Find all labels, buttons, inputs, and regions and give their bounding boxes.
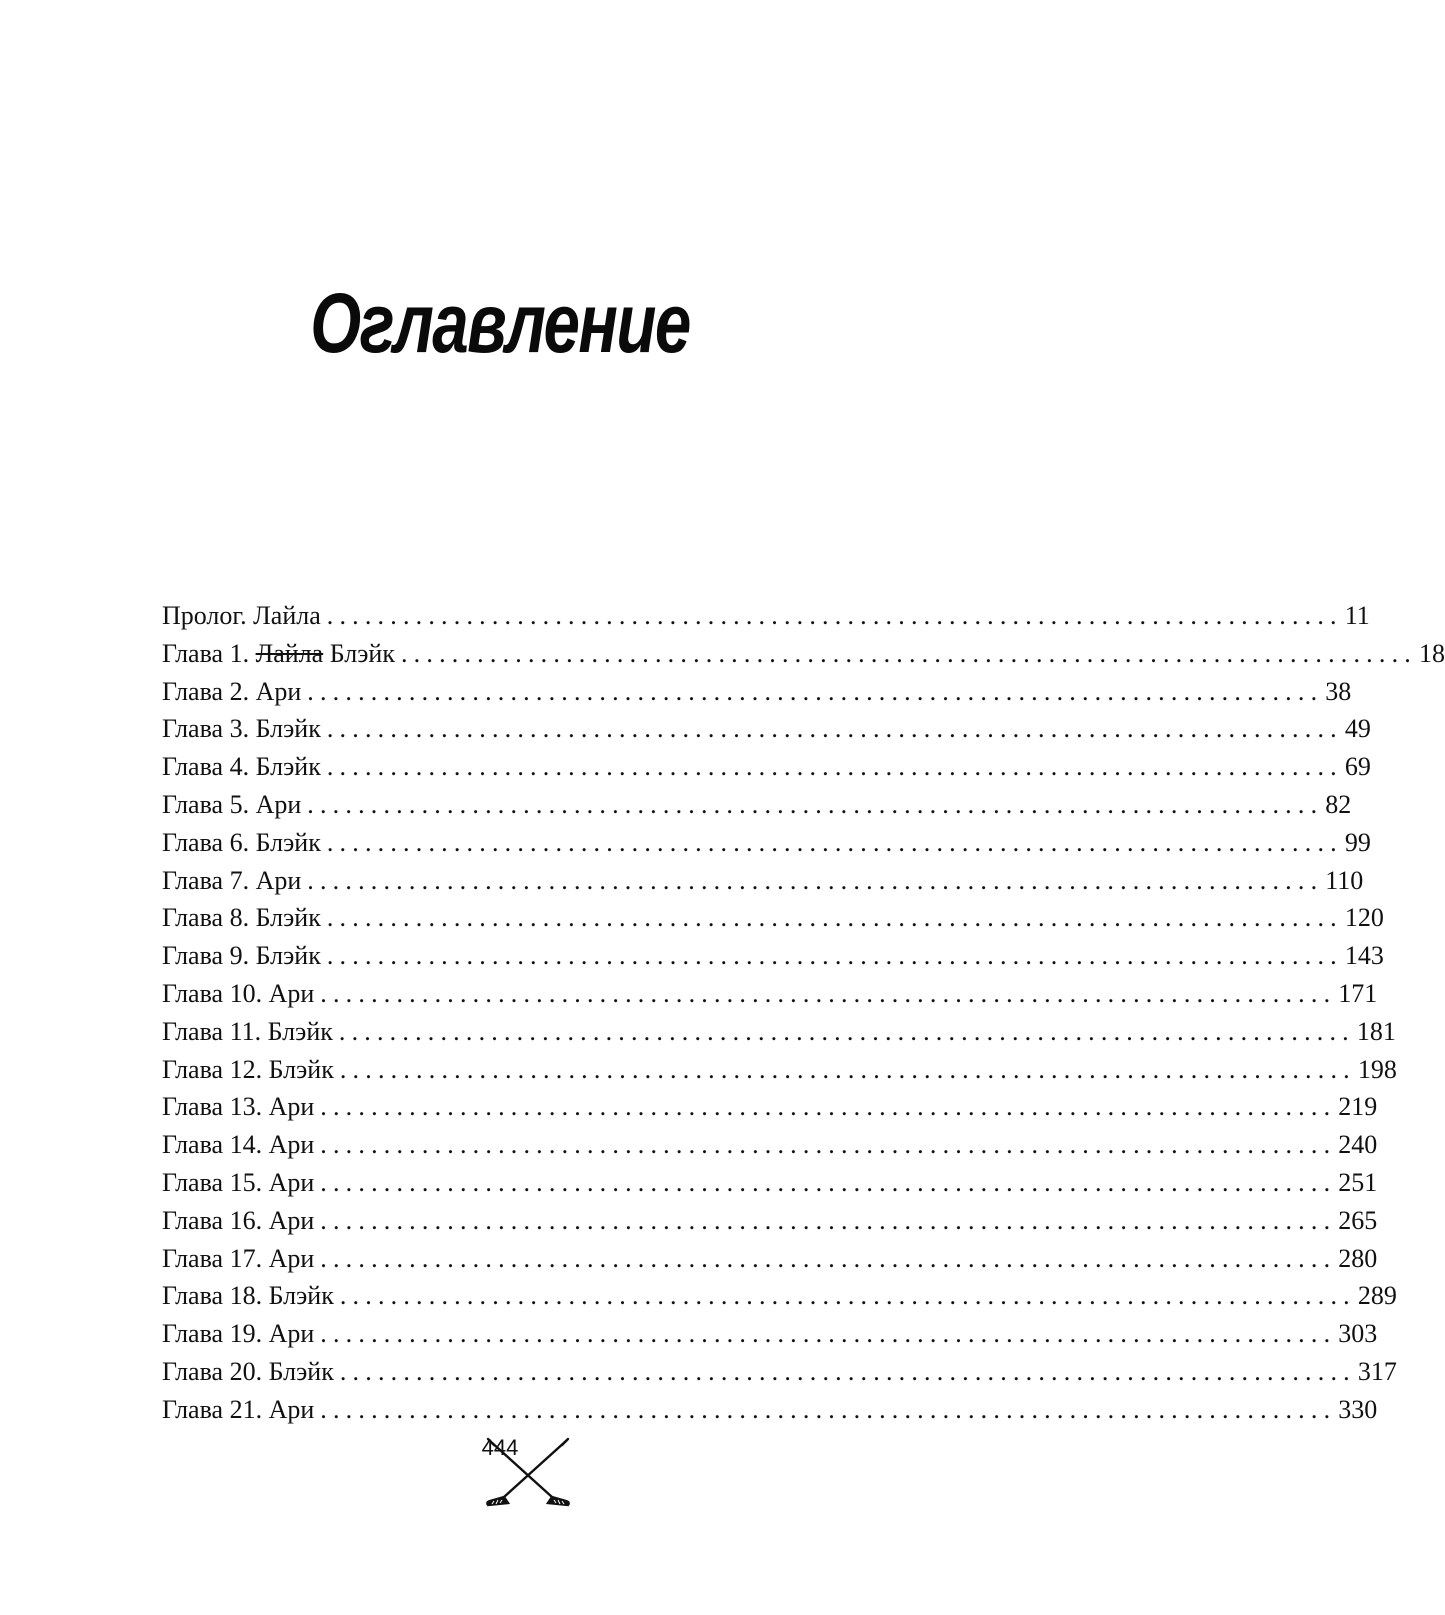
- toc-entry-page: 18: [1418, 638, 1445, 668]
- toc-entry-title-text: Глава 19. Ари: [162, 1319, 315, 1349]
- toc-entry-page: 251: [1338, 1167, 1378, 1197]
- toc-entry-page: 289: [1357, 1281, 1397, 1311]
- toc-entry-page: 240: [1338, 1130, 1378, 1160]
- toc-entry-title-text: Глава 11. Блэйк: [162, 1016, 333, 1046]
- toc-entry-title: [162, 597, 327, 635]
- toc-entry-title: [162, 862, 307, 900]
- toc-leader-dots: ................................................................................: [320, 1243, 1337, 1273]
- toc-entry-title-text: Глава 20. Блэйк: [162, 1356, 334, 1386]
- toc-entry-title: [162, 1315, 320, 1353]
- toc-leader-dots: ................................................................................: [320, 1319, 1337, 1349]
- toc-leader-dots: ................................................................................: [326, 714, 1343, 744]
- toc-entry-title-text: Глава 1.: [162, 638, 256, 668]
- toc-entry-title-text: Глава 8. Блэйк: [162, 903, 321, 933]
- toc-leader-dots: ................................................................................: [320, 1394, 1337, 1424]
- toc-entry: [162, 1164, 1378, 1202]
- toc-leader-dots: ................................................................................: [326, 903, 1343, 933]
- toc-entry-title-text: Глава 7. Ари: [162, 865, 302, 895]
- toc-leader-dots: ................................................................................: [320, 1092, 1337, 1122]
- toc-entry: [162, 597, 1370, 635]
- toc-leader-dots: ................................................................................: [307, 676, 1324, 706]
- toc-entry-title-text: Глава 15. Ари: [162, 1167, 315, 1197]
- toc-entry-title-text: Глава 14. Ари: [162, 1130, 315, 1160]
- toc-entry-page: 11: [1344, 601, 1370, 630]
- toc-entry-title: [162, 1126, 320, 1164]
- toc-leader-dots: ................................................................................: [338, 1016, 1355, 1046]
- toc-leader-dots: ................................................................................: [326, 941, 1343, 971]
- toc-entry-title: [162, 1277, 340, 1315]
- toc-entry-page: 265: [1338, 1205, 1378, 1235]
- toc-entry-struck-name: Лайла: [255, 638, 324, 668]
- toc-entry-title: [162, 1013, 339, 1051]
- toc-entry-page: 82: [1325, 789, 1352, 819]
- toc-entry-title-text: Глава 2. Ари: [162, 676, 302, 706]
- toc-entry-title: [162, 937, 327, 975]
- toc-entry-title-text: Глава 21. Ари: [162, 1394, 315, 1424]
- toc-entry-title: [162, 710, 327, 748]
- toc-leader-dots: ................................................................................: [320, 1205, 1337, 1235]
- page-number: 444: [481, 1435, 519, 1460]
- toc-entry-title: [162, 1391, 320, 1429]
- toc-leader-dots: ................................................................................: [307, 789, 1324, 819]
- toc-entry: [162, 1353, 1397, 1391]
- toc-entry-page: 219: [1338, 1092, 1378, 1122]
- toc-entry-title-text: Глава 18. Блэйк: [162, 1281, 334, 1311]
- toc-entry-title: [162, 1202, 320, 1240]
- toc-entry: [162, 673, 1352, 711]
- toc-leader-dots: ................................................................................: [339, 1356, 1356, 1386]
- toc-entry: [162, 1277, 1397, 1315]
- toc-leader-dots: ................................................................................: [326, 827, 1343, 857]
- toc-entry: [162, 824, 1371, 862]
- toc-entry: [162, 937, 1384, 975]
- toc-entry-page: 143: [1344, 941, 1384, 971]
- toc-entry-title: [162, 748, 327, 786]
- toc-entry-page: 317: [1357, 1356, 1397, 1386]
- toc-entry: [162, 1240, 1378, 1278]
- toc-entry-page: 330: [1338, 1394, 1378, 1424]
- toc-entry-page: 38: [1325, 676, 1352, 706]
- toc-entry-page: 49: [1344, 714, 1371, 744]
- toc-entry: [162, 1315, 1378, 1353]
- toc-entry: [162, 786, 1352, 824]
- page-title: Оглавление: [310, 276, 690, 370]
- table-of-contents: [162, 597, 1445, 1429]
- toc-entry-title-text: Глава 17. Ари: [162, 1243, 315, 1273]
- toc-entry: [162, 899, 1384, 937]
- toc-leader-dots: ................................................................................: [326, 752, 1343, 782]
- toc-entry-title-text: Глава 9. Блэйк: [162, 941, 321, 971]
- toc-entry-title-text: Глава 3. Блэйк: [162, 714, 321, 744]
- toc-entry-title-text: Глава 5. Ари: [162, 789, 302, 819]
- toc-entry-title-correction: Блэйк: [323, 638, 395, 668]
- toc-entry: [162, 1051, 1397, 1089]
- toc-entry-page: 181: [1356, 1016, 1396, 1046]
- toc-entry-title-text: Глава 12. Блэйк: [162, 1054, 334, 1084]
- toc-entry-title: [162, 1164, 320, 1202]
- toc-entry-title: [162, 635, 401, 673]
- toc-entry-page: 198: [1357, 1054, 1397, 1084]
- toc-leader-dots: ................................................................................: [320, 1167, 1337, 1197]
- toc-entry-title: [162, 1088, 320, 1126]
- toc-entry-title-text: Пролог. Лайла: [162, 601, 321, 630]
- toc-entry-title: [162, 824, 327, 862]
- toc-leader-dots: ................................................................................: [400, 638, 1417, 668]
- toc-entry-page: 99: [1344, 827, 1371, 857]
- toc-entry-title: [162, 1240, 320, 1278]
- toc-entry: [162, 710, 1371, 748]
- toc-entry-page: 110: [1325, 865, 1364, 895]
- toc-leader-dots: ................................................................................: [320, 1130, 1337, 1160]
- toc-entry-title: [162, 673, 307, 711]
- toc-entry-title: [162, 786, 307, 824]
- toc-leader-dots: ................................................................................: [320, 978, 1337, 1008]
- toc-entry-page: 120: [1344, 903, 1384, 933]
- toc-entry: [162, 1088, 1378, 1126]
- toc-entry-page: 303: [1338, 1319, 1378, 1349]
- toc-entry-title-text: Глава 13. Ари: [162, 1092, 315, 1122]
- folio: [0, 1435, 1000, 1515]
- toc-entry: [162, 1126, 1378, 1164]
- toc-entry-page: 171: [1338, 978, 1378, 1008]
- toc-entry-title: [162, 1353, 340, 1391]
- toc-entry: [162, 1391, 1378, 1429]
- toc-entry: [162, 862, 1364, 900]
- toc-leader-dots: ................................................................................: [339, 1054, 1356, 1084]
- toc-entry-title-text: Глава 4. Блэйк: [162, 752, 321, 782]
- toc-entry-title-text: Глава 6. Блэйк: [162, 827, 321, 857]
- toc-entry-page: 69: [1344, 752, 1371, 782]
- toc-entry: [162, 635, 1445, 673]
- toc-entry: [162, 975, 1378, 1013]
- toc-entry-title: [162, 899, 327, 937]
- toc-entry-title-text: Глава 10. Ари: [162, 978, 315, 1008]
- toc-leader-dots: ................................................................................: [339, 1281, 1356, 1311]
- toc-leader-dots: ................................................................................: [307, 865, 1324, 895]
- toc-entry-title: [162, 975, 320, 1013]
- toc-entry-title-text: Глава 16. Ари: [162, 1205, 315, 1235]
- toc-entry-title: [162, 1051, 340, 1089]
- toc-entry: [162, 748, 1371, 786]
- toc-entry: [162, 1013, 1396, 1051]
- toc-entry: [162, 1202, 1378, 1240]
- toc-entry-page: 280: [1338, 1243, 1378, 1273]
- toc-leader-dots: ................................................................................: [326, 601, 1343, 630]
